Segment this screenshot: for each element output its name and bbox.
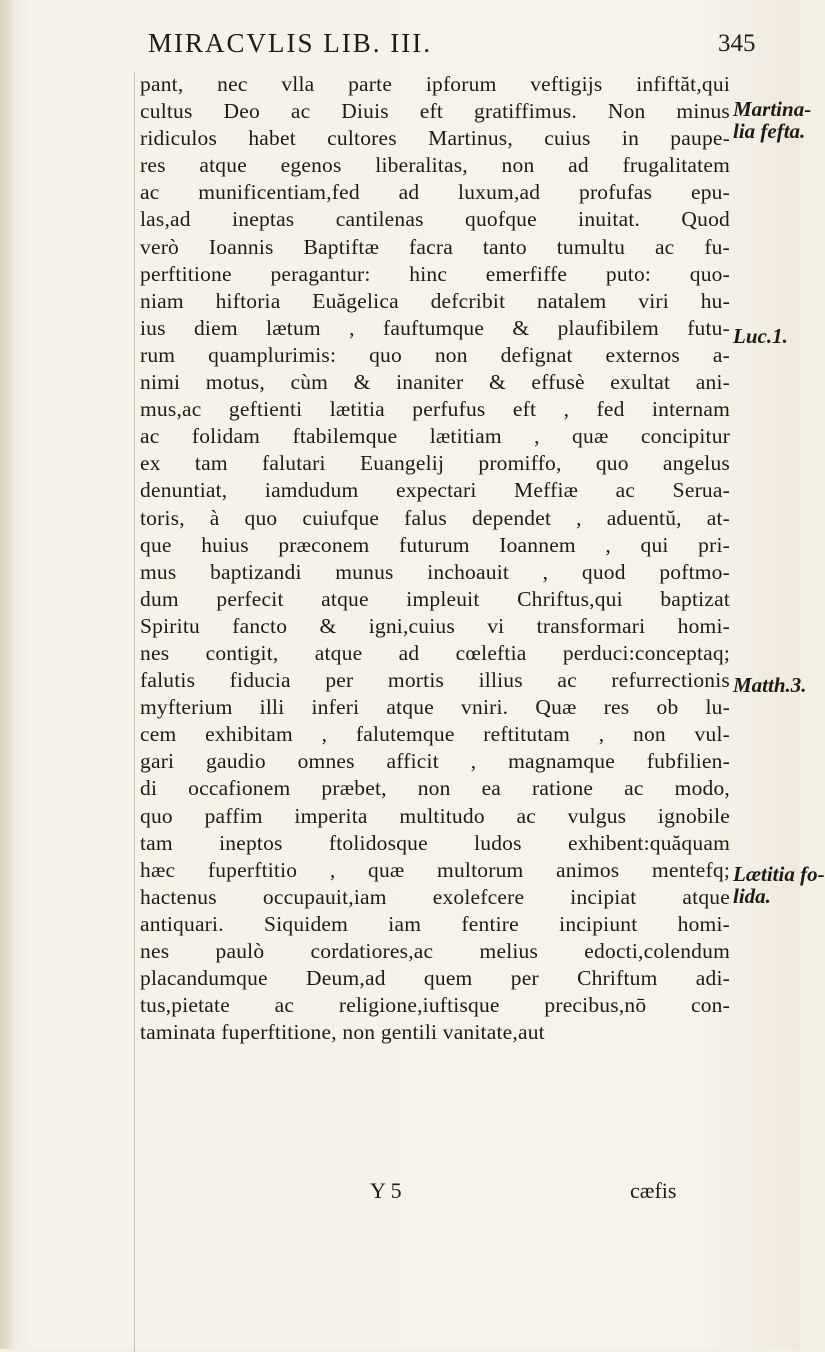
text-line: ac munificentiam,fed ad luxum,ad profufas epu- [140,180,730,205]
text-line: taminata fuperftitione, non gentili vanitate,aut [140,1020,545,1045]
text-line: niam hiftoria Euăgelica defcribit natalem viri hu- [140,288,730,313]
text-line: ex tam falutari Euangelij promiffo, quo angelus [140,451,730,476]
margin-note-martinalia [733,98,811,142]
text-line: nes paulò cordatiores,ac melius edocti,colendum [140,939,730,963]
text-line: nimi motus, cùm & inaniter & effusè exultat ani- [140,370,730,395]
margin-note-line: lia fefta. [733,119,806,143]
text-line: Spiritu fancto & igni,cuius vi transformari homi- [140,613,730,638]
text-line: cem exhibitam , falutemque reftitutam , non vul- [140,722,730,747]
text-line: di occafionem præbet, non ea ratione ac modo, [140,776,730,801]
margin-note-line: Martina- [733,97,812,121]
text-line: ac folidam ftabilemque lætitiam , quæ concipitur [140,424,730,449]
margin-note-line: Luc.1. [733,324,788,348]
margin-note-luke-reference [733,325,788,347]
text-line: mus,ac geftienti lætitia perfufus eft , fed internam [140,397,730,422]
margin-note-line: Matth.3. [733,673,807,697]
text-line: pant, nec vlla parte ipforum veftigijs infiftăt,qui [140,72,730,96]
text-line: cultus Deo ac Diuis eft gratiffimus. Non minus [140,99,730,124]
text-line: denuntiat, iamdudum expectari Meffiæ ac Serua- [140,478,730,503]
catchword: cæfis [630,1178,677,1203]
margin-note-line: Lætitia fo- [733,862,825,886]
text-line: ius diem lætum , fauftumque & plaufibilem futu- [140,315,730,340]
text-line: verò Ioannis Baptiftæ facra tanto tumultu ac fu- [140,234,730,259]
text-line: placandumque Deum,ad quem per Chriftum adi- [140,966,730,991]
page-number: 345 [718,30,756,57]
text-line: myfterium illi inferi atque vniri. Quæ res ob lu- [140,695,730,720]
text-line: hæc fuperftitio , quæ multorum animos mentefq; [140,857,730,882]
text-line: mus baptizandi munus inchoauit , quod poftmo- [140,559,730,584]
margin-note-line: lida. [733,884,771,908]
binding-shadow [0,0,14,1349]
signature-mark: Y 5 [370,1178,402,1203]
text-line: quo paffim imperita multitudo ac vulgus ignobile [140,803,730,828]
text-line: toris, à quo cuiufque falus dependet , aduentŭ, at- [140,505,730,530]
text-line: que huius præconem futurum Ioannem , qui pri- [140,532,730,557]
text-line: tus,pietate ac religione,iuftisque precibus,nō con- [140,993,730,1018]
text-line: falutis fiducia per mortis illius ac refurrectionis [140,668,730,693]
text-line: las,ad ineptas cantilenas quofque inuitat. Quod [140,207,730,232]
text-line: perftitione peragantur: hinc emerfiffe puto: quo- [140,261,730,286]
running-head: MIRACVLIS LIB. III. [148,28,432,58]
text-line: ridiculos habet cultores Martinus, cuius in paupe- [140,126,730,151]
page-header [0,28,800,68]
text-line: tam ineptos ftolidosque ludos exhibent:quăquam [140,830,730,855]
text-block-rule [134,72,135,1352]
text-line: nes contigit, atque ad cœleftia perduci:conceptaq; [140,640,730,665]
page-footer [0,1178,800,1208]
text-line: hactenus occupauit,iam exolefcere incipiat atque [140,884,730,909]
text-line: rum quamplurimis: quo non defignat externos a- [140,342,730,367]
text-line: res atque egenos liberalitas, non ad frugalitatem [140,153,730,178]
main-text-block [140,71,730,1046]
margin-note-matthew-reference [733,674,807,696]
text-line: dum perfecit atque impleuit Chriftus,qui baptizat [140,586,730,611]
margin-note-laetitia [733,863,825,907]
text-line: antiquari. Siquidem iam fentire incipiunt homi- [140,911,730,936]
text-line: gari gaudio omnes afficit , magnamque fubfilien- [140,749,730,774]
